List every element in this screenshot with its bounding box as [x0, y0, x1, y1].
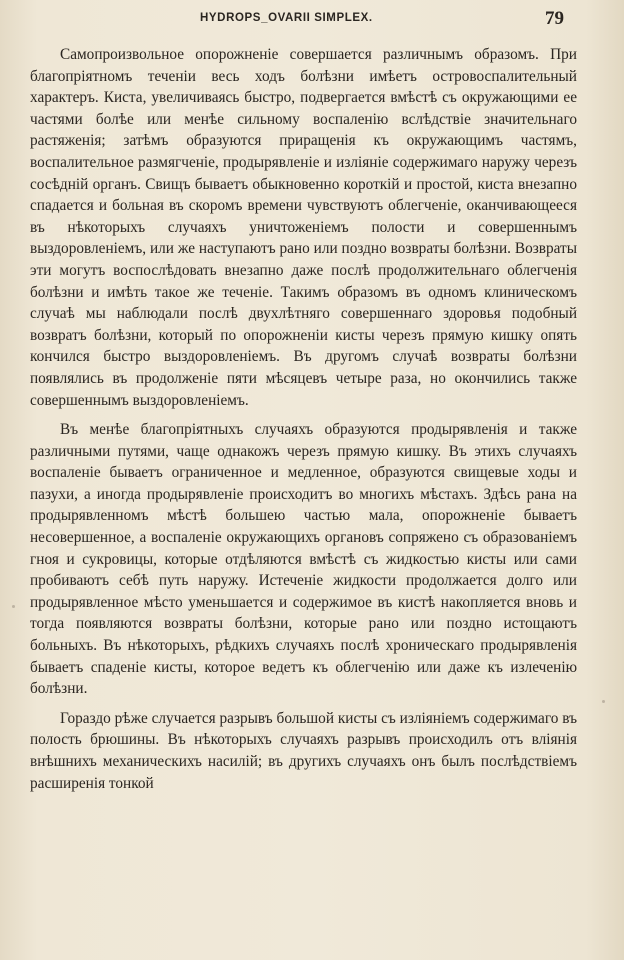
paper-speck — [602, 700, 605, 703]
paragraph-2: Въ менѣе благопріятныхъ случаяхъ образуются продырявленія и также различными путями, чаще однакожъ черезъ прямую кишку. Въ этихъ случаяхъ воспаленіе бываетъ ограниченное и медленное, образуются свищевые ходы и пазухи, а иногда продырявленіе происходитъ во многихъ мѣстахъ. Здѣсь рана на продырявленномъ мѣстѣ большею частью мала, опорожненіе бываетъ несовершенное, а воспаленіе окружающихъ органовъ сопряжено съ образованіемъ гноя и сукровицы, которые отдѣляются вмѣстѣ съ жидкостью кисты или сами пробиваютъ себѣ путь наружу. Истеченіе жидкости продолжается долго или продырявленное мѣсто уменьшается и содержимое въ кистѣ накопляется вновь и тогда появляются возвраты болѣзни, которые рано или поздно истощаютъ больныхъ. Въ нѣкоторыхъ, рѣдкихъ случаяхъ послѣ хроническаго продырявленія бываетъ спаденіе кисты, которое ведетъ къ облегченію или даже къ излеченію болѣзни. — [30, 421, 577, 698]
running-title: HYDROPS_OVARII SIMPLEX. — [200, 12, 373, 24]
paragraph-1: Самопроизвольное опорожненіе совершается различнымъ образомъ. При благопріятномъ теченіи весь ходъ болѣзни имѣетъ островоспалительный характеръ. Киста, увеличиваясь быстро, подвергается вмѣстѣ съ окружающими ее частями болѣе или менѣе сильному воспаленію вслѣдствіе значительнаго растяженія; затѣмъ образуются приращенія къ окружающимъ частямъ, воспалительное размягченіе, продырявленіе и изліяніе содержимаго наружу черезъ сосѣдній органъ. Свищъ бываетъ обыкновенно короткій и простой, киста внезапно спадается и больная въ скоромъ времени чувствуютъ облегченіе, оканчивающееся въ нѣкоторыхъ случаяхъ уничтоженіемъ полости и совершеннымъ выздоровленіемъ, или же наступаютъ рано или поздно возвраты болѣзни. Возвраты эти могутъ воспослѣдовать внезапно даже послѣ продолжительнаго облегченія болѣзни и имѣть такое же теченіе. Такимъ образомъ въ одномъ клиническомъ случаѣ мы наблюдали послѣ двухлѣтняго совершеннаго здоровья подобный возвратъ болѣзни, который по опорожненіи кисты черезъ прямую кишку опять кончился быстро выздоровленіемъ. Въ другомъ случаѣ возвраты болѣзни появлялись въ продолженіе пяти мѣсяцевъ четыре раза, но окончились также совершеннымъ выздоровленіемъ. — [30, 46, 577, 409]
paper-speck — [12, 605, 15, 608]
paragraph-3: Гораздо рѣже случается разрывъ большой кисты съ изліяніемъ содержимаго въ полость брюшины. Въ нѣкоторыхъ случаяхъ разрывъ происходилъ отъ вліянія внѣшнихъ механическихъ насилій; въ другихъ случаяхъ онъ былъ послѣдствіемъ расширенія тонкой — [30, 709, 577, 792]
body-text — [30, 44, 577, 794]
page-number: 79 — [545, 8, 564, 29]
